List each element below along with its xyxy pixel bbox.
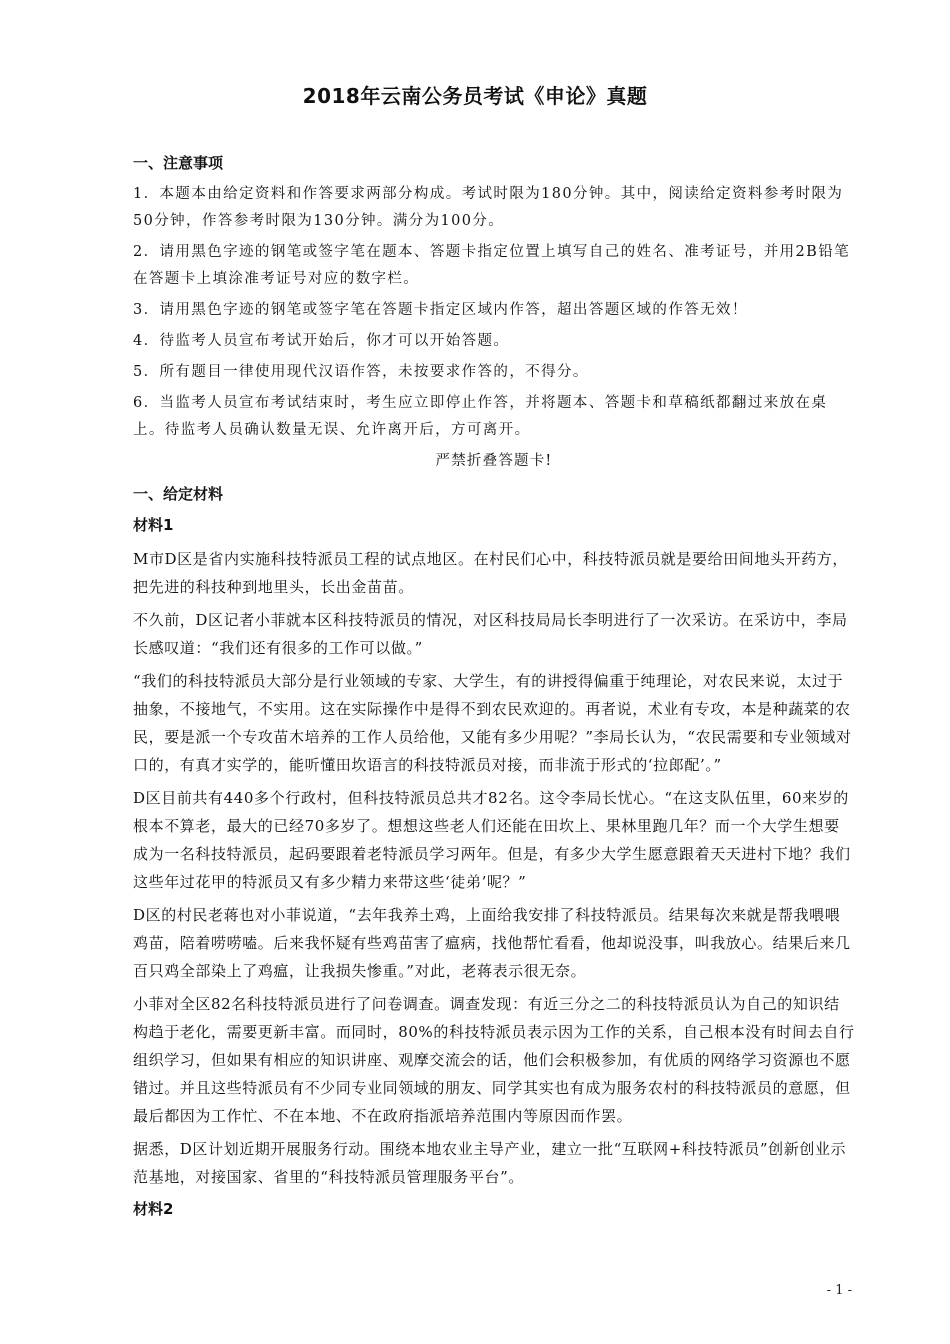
note-item: 4．待监考人员宣布考试开始后，你才可以开始答题。 (133, 333, 510, 349)
material-paragraph: 据悉，D区计划近期开展服务行动。围绕本地农业主导产业，建立一批“互联网+科技特派员”创新创业示范基地，对接国家、省里的“科技特派员管理服务平台”。 (133, 1140, 847, 1186)
note-item: 2．请用黑色字迹的钢笔或签字笔在题本、答题卡指定位置上填写自己的姓名、准考证号，并用2B铅笔在答题卡上填涂准考证号对应的数字栏。 (133, 244, 851, 287)
material-paragraph: D区目前共有440多个行政村，但科技特派员总共才82名。这令李局长忧心。“在这支队伍里，60来岁的根本不算老，最大的已经70多岁了。想想这些老人们还能在田坎上、果林里跑几年？而一个大学生想要成为一名科技特派员，起码要跟着老特派员学习两年。但是，有多少大学生愿意跟着天天进村下地？我们这些年过花甲的特派员又有多少精力来带这些‘徒弟’呢？” (133, 789, 851, 891)
material-paragraph: “我们的科技特派员大部分是行业领域的专家、大学生，有的讲授得偏重于纯理论，对农民来说，太过于抽象，不接地气，不实用。这在实际操作中是得不到农民欢迎的。再者说，术业有专攻，本是种蔬菜的农民，要是派一个专攻苗木培养的工作人员给他，又能有多少用呢？”李局长认为，“农民需要和专业领域对口的，有真才实学的，能听懂田坎语言的科技特派员对接，而非流于形式的‘拉郎配’。” (133, 672, 852, 774)
section-heading-materials: 一、给定材料 (133, 485, 224, 503)
material-paragraph: D区的村民老蒋也对小菲说道，“去年我养土鸡，上面给我安排了科技特派员。结果每次来就是帮我喂喂鸡苗，陪着唠唠嗑。后来我怀疑有些鸡苗害了瘟病，找他帮忙看看，他却说没事，叫我放心。结果后来几百只鸡全部染上了鸡瘟，让我损失惨重。”对此，老蒋表示很无奈。 (133, 906, 851, 980)
note-item: 5．所有题目一律使用现代汉语作答，未按要求作答的，不得分。 (133, 364, 589, 380)
warning-text: 严禁折叠答题卡! (435, 453, 553, 469)
document-body (133, 150, 855, 1229)
note-item: 6．当监考人员宣布考试结束时，考生应立即停止作答，并将题本、答题卡和草稿纸都翻过来放在桌上。待监考人员确认数量无误、允许离开后，方可离开。 (133, 395, 828, 438)
material-paragraph: 小菲对全区82名科技特派员进行了问卷调查。调查发现：有近三分之二的科技特派员认为自己的知识结构趋于老化，需要更新丰富。而同时，80%的科技特派员表示因为工作的关系，自己根本没有时间去自行组织学习，但如果有相应的知识讲座、观摩交流会的话，他们会积极参加，有优质的网络学习资源也不愿错过。并且这些特派员有不少同专业同领域的朋友、同学其实也有成为服务农村的科技特派员的意愿，但最后都因为工作忙、不在本地、不在政府指派培养范围内等原因而作罢。 (133, 995, 855, 1125)
document-title: 2018年云南公务员考试《申论》真题 (302, 84, 648, 108)
page-number: - 1 - (826, 1283, 852, 1298)
material-paragraph: M市D区是省内实施科技特派员工程的试点地区。在村民们心中，科技特派员就是要给田间地头开药方，把先进的科技种到地里头，长出金苗苗。 (133, 550, 848, 596)
material-label: 材料1 (133, 516, 174, 534)
section-heading-notes: 一、注意事项 (133, 154, 224, 172)
material-paragraph: 不久前，D区记者小菲就本区科技特派员的情况，对区科技局局长李明进行了一次采访。在采访中，李局长感叹道：“我们还有很多的工作可以做。” (133, 611, 848, 657)
note-item: 3．请用黑色字迹的钢笔或签字笔在答题卡指定区域内作答，超出答题区域的作答无效！ (133, 302, 748, 318)
material-label: 材料2 (133, 1200, 174, 1218)
note-item: 1．本题本由给定资料和作答要求两部分构成。考试时限为180分钟。其中，阅读给定资料参考时限为50分钟，作答参考时限为130分钟。满分为100分。 (133, 186, 844, 229)
